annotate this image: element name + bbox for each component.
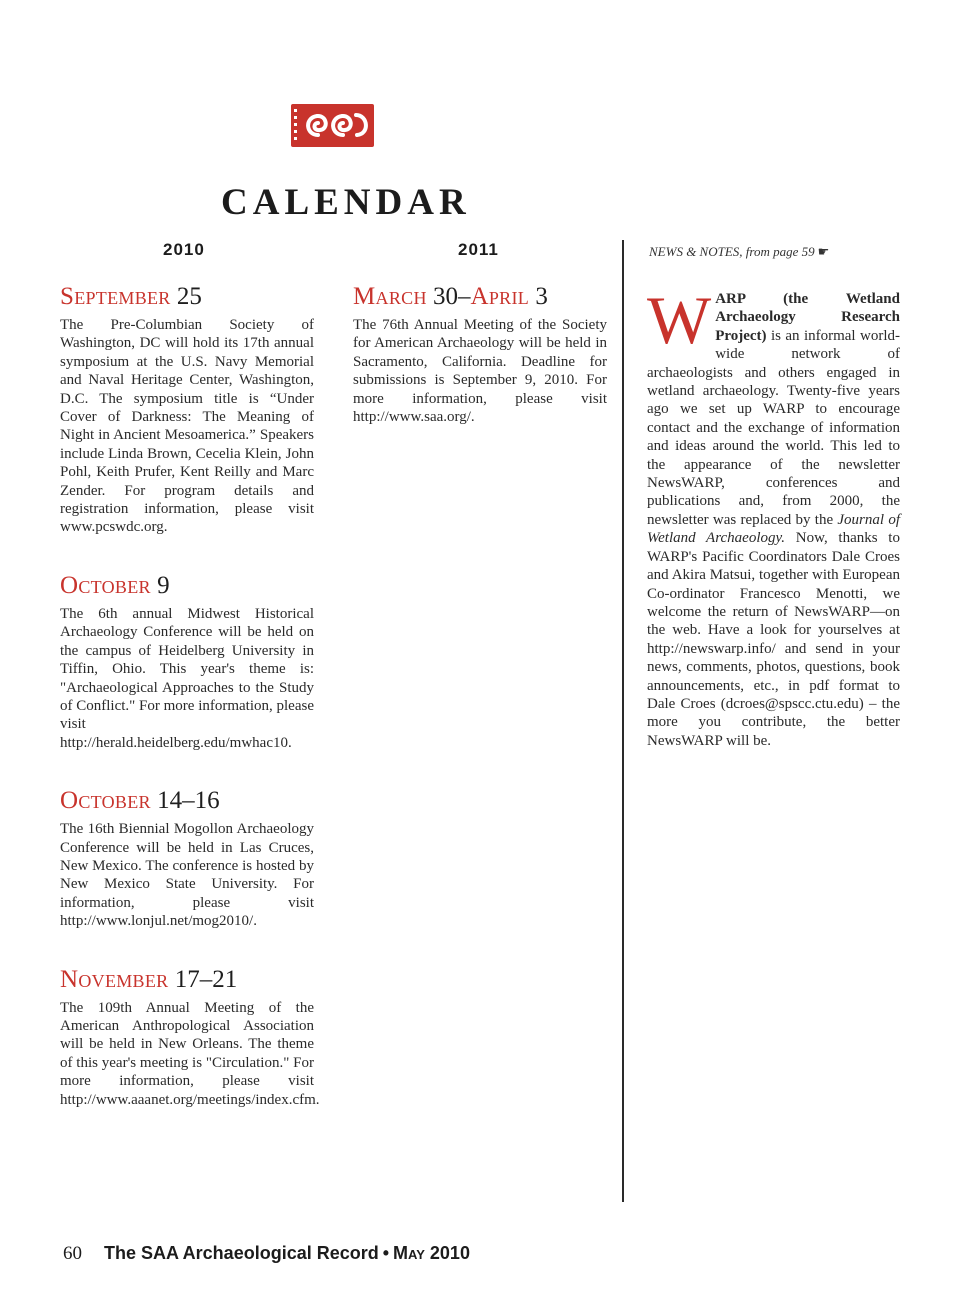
news-text: Now, thanks to WARP's Pacific Coordinators Dale Croes and Akira Matsui, together with European Co-ordinator Francesco Menotti, we welcome the return of NewsWARP—on the web. Have a look for yourselves at http://newswarp.info/ and send in your news, comments, photos, questions, book announcements, etc., in pdf format to Dale Croes (dcroes@spscc.ctu.edu) – the more you contribute, the better NewsWARP will be.	[647, 530, 900, 749]
calendar-event	[60, 282, 314, 537]
event-month-end: April	[470, 283, 530, 310]
event-date-dash: –	[458, 283, 471, 310]
page-footer	[63, 1243, 470, 1265]
news-lead: ARP (the Wetland Archaeology Research Project)	[715, 291, 900, 344]
news-ref-label: NEWS & NOTES, from page 59	[649, 244, 815, 259]
column-2011	[353, 282, 607, 426]
news-continuation-ref	[649, 244, 829, 260]
event-date	[60, 282, 314, 312]
event-month: October	[60, 571, 151, 599]
event-date	[60, 786, 314, 816]
event-day-start: 30	[433, 283, 458, 310]
event-day-end: 3	[535, 283, 548, 310]
calendar-event	[353, 282, 607, 426]
event-day: 9	[157, 571, 170, 599]
event-description: The 109th Annual Meeting of the American Anthropological Association will be held in New Orleans. The theme of this year's meeting is "Circulation." For more information, please visit http://www.aaanet.org/meetings/index.cfm.	[60, 999, 320, 1108]
column-2010	[60, 282, 320, 1109]
event-description: The 76th Annual Meeting of the Society for American Archaeology will be held in Sacramento, California. Deadline for submissions is September 9, 2010. For more information, please visit http://www.saa.org/.	[353, 317, 607, 426]
event-month: September	[60, 283, 171, 310]
news-article	[647, 282, 900, 750]
event-date	[60, 571, 314, 601]
column-divider	[622, 240, 624, 1202]
calendar-event	[60, 965, 320, 1109]
year-heading-2011: 2011	[458, 240, 499, 259]
issue-date: May 2010	[393, 1243, 470, 1263]
event-day: 17–21	[174, 965, 238, 993]
event-day: 25	[176, 283, 202, 310]
calendar-event	[60, 571, 314, 752]
drop-cap: W	[647, 282, 712, 358]
event-month-start: March	[353, 283, 427, 310]
event-date	[60, 965, 314, 995]
journal-title: Journal of Wetland Archaeology.	[647, 511, 900, 547]
publication-title: The SAA Archaeological Record	[104, 1243, 379, 1263]
pointing-hand-icon: ☛	[817, 244, 830, 259]
calendar-event	[60, 786, 314, 930]
event-date	[353, 282, 607, 312]
event-month: November	[60, 965, 169, 993]
saa-logo	[291, 104, 374, 147]
spiral-glyph-icon	[291, 104, 374, 147]
news-text: is an informal world-wide network of archaeologists and others engaged in wetland archaeology. Twenty-five years ago we set up WARP to encourage contact and the exchange of information and ideas around the world. This led to the appearance of the newsletter NewsWARP, conferences and publications and, from 2000, the newsletter was replaced by the	[647, 327, 900, 528]
event-description: The 16th Biennial Mogollon Archaeology Conference will be held in Las Cruces, New Mexico. The conference is hosted by New Mexico State University. For information, please visit http://www.lonjul.net/mog2010/.	[60, 821, 314, 930]
year-heading-2010: 2010	[163, 240, 205, 259]
event-day: 14–16	[157, 787, 220, 815]
page-number: 60	[63, 1243, 82, 1264]
event-description: The 6th annual Midwest Historical Archaeology Conference will be held on the campus of Heidelberg University in Tiffin, Ohio. This year's theme is: "Archaeological Approaches to the Study of Conflict." For more information, please visit http://herald.heidelberg.edu/mwhac10.	[60, 605, 314, 751]
event-month: October	[60, 787, 151, 815]
footer-separator: •	[382, 1243, 390, 1263]
page-title: CALENDAR	[221, 182, 471, 223]
event-description: The Pre-Columbian Society of Washington, DC will hold its 17th annual symposium at the U.S. Navy Memorial and Naval Heritage Center, Washington, D.C. The symposium title is “Under Cover of Darkness: The Meaning of Night in Ancient Mesoamerica.” Speakers include Linda Brown, Cecelia Klein, John Pohl, Keith Prufer, Kent Reilly and Marc Zender. For program details and registration information, please visit www.pcswdc.org.	[60, 317, 314, 536]
